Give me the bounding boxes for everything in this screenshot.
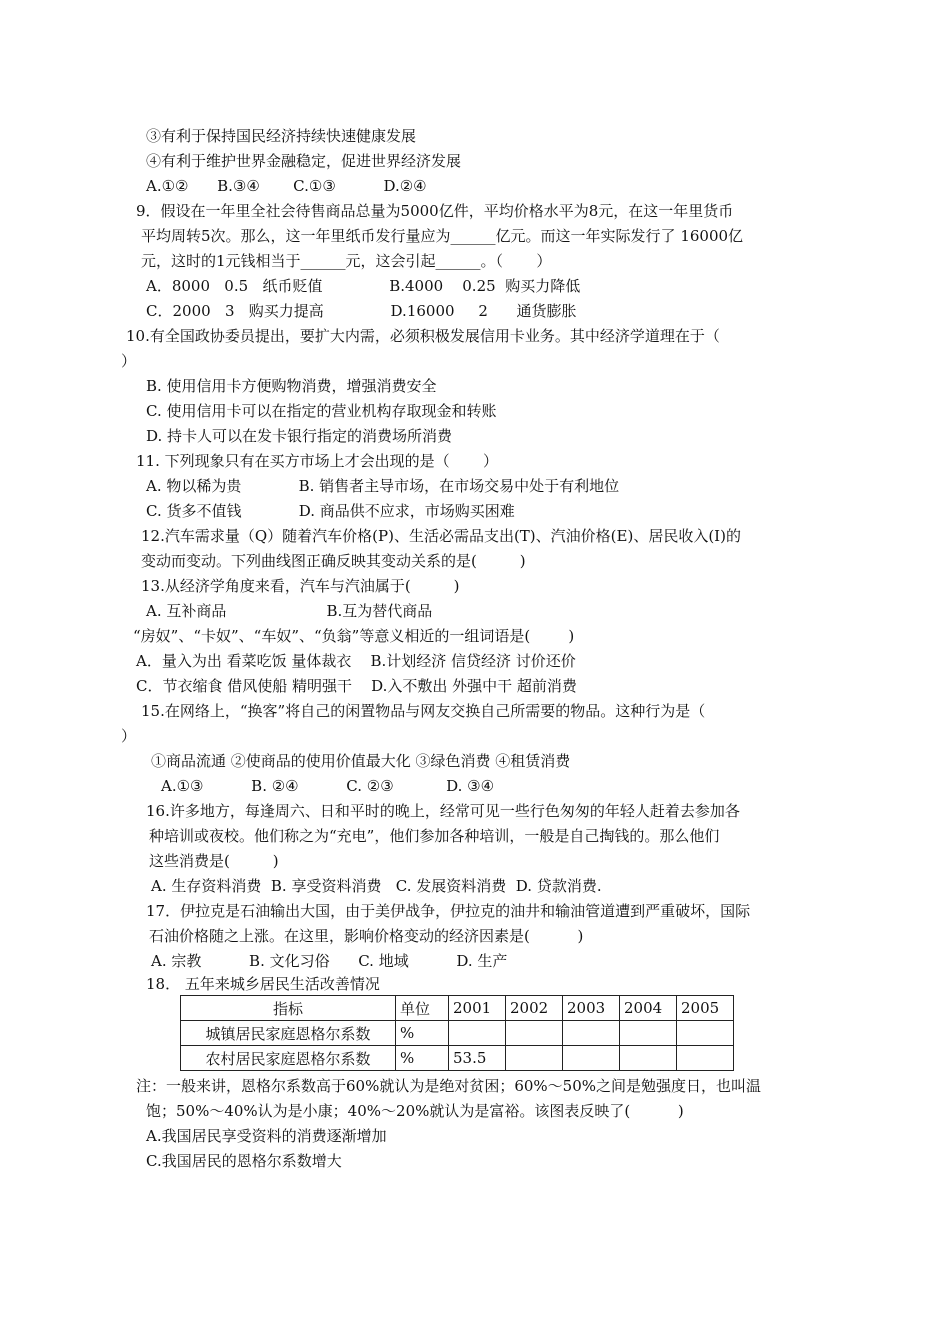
table-cell <box>620 1021 677 1046</box>
table-cell <box>563 1046 620 1071</box>
option-line: A．8000 0.5 纸币贬值 B.4000 0.25 购买力降低 <box>146 277 581 295</box>
table-cell <box>677 1046 734 1071</box>
table-cell: 城镇居民家庭恩格尔系数 <box>181 1021 396 1046</box>
option-line: A.①② B.③④ C.①③ D.②④ <box>146 177 427 195</box>
note-line: 注：一般来讲，恩格尔系数高于60%就认为是绝对贫困；60%～50%之间是勉强度日，也叫温 <box>136 1077 762 1095</box>
question-11: 11. 下列现象只有在买方市场上才会出现的是（ ） <box>136 452 499 470</box>
option-line: C. 货多不值钱 D. 商品供不应求，市场购买困难 <box>146 502 515 520</box>
table-header-row <box>181 996 734 1021</box>
table-cell <box>620 1046 677 1071</box>
text-line: 种培训或夜校。他们称之为“充电”，他们参加各种培训，一般是自己掏钱的。那么他们 <box>149 827 720 845</box>
table-header-cell: 2001 <box>449 996 506 1021</box>
table-row <box>181 1021 734 1046</box>
table-header-cell: 单位 <box>396 996 449 1021</box>
option-line: D. 持卡人可以在发卡银行指定的消费场所消费 <box>146 427 453 445</box>
question-17: 17．伊拉克是石油输出大国，由于美伊战争，伊拉克的油井和输油管道遭到严重破坏，国际 <box>146 902 751 920</box>
text-line: 饱；50%～40%认为是小康；40%～20%就认为是富裕。该图表反映了( ) <box>146 1102 684 1120</box>
text-line: ④有利于维护世界金融稳定，促进世界经济发展 <box>146 152 462 170</box>
table-row <box>181 1046 734 1071</box>
table-header-cell: 2004 <box>620 996 677 1021</box>
table-cell: 农村居民家庭恩格尔系数 <box>181 1046 396 1071</box>
table-cell: 53.5 <box>449 1046 506 1071</box>
text-line: 元，这时的1元钱相当于______元，这会引起______。（ ） <box>141 252 552 270</box>
text-line: 变动而变动。下列曲线图正确反映其变动关系的是( ) <box>141 552 526 570</box>
text-line: ） <box>121 352 137 370</box>
text-line: ） <box>121 727 137 745</box>
text-line: ①商品流通 ②使商品的使用价值最大化 ③绿色消费 ④租赁消费 <box>151 752 571 770</box>
table-cell <box>449 1021 506 1046</box>
question-9: 9．假设在一年里全社会待售商品总量为5000亿件，平均价格水平为8元，在这一年里货币 <box>136 202 734 220</box>
option-line: A. 互补商品 B.互为替代商品 <box>146 602 433 620</box>
text-line: 平均周转5次。那么，这一年里纸币发行量应为______亿元。而这一年实际发行了 16000亿 <box>141 227 744 245</box>
question-16: 16.许多地方，每逢周六、日和平时的晚上，经常可见一些行色匆匆的年轻人赶着去参加各 <box>146 802 740 820</box>
text-line: ③有利于保持国民经济持续快速健康发展 <box>146 127 417 145</box>
table-header-cell: 指标 <box>181 996 396 1021</box>
option-line: C. 使用信用卡可以在指定的营业机构存取现金和转账 <box>146 402 497 420</box>
option-line: A．量入为出 看菜吃饭 量体裁衣 B.计划经济 信贷经济 讨价还价 <box>136 652 576 670</box>
text-line: 这些消费是( ) <box>149 852 279 870</box>
table-header-cell: 2002 <box>506 996 563 1021</box>
question-10: 10.有全国政协委员提出，要扩大内需，必须积极发展信用卡业务。其中经济学道理在于（ <box>126 327 720 345</box>
question-13: 13.从经济学角度来看，汽车与汽油属于( ) <box>141 577 460 595</box>
table-cell: % <box>396 1021 449 1046</box>
question-12: 12.汽车需求量（Q）随着汽车价格(P)、生活必需品支出(T)、汽油价格(E)、居民收入(I)的 <box>141 527 741 545</box>
engel-coefficient-table <box>180 995 734 1071</box>
table-cell <box>677 1021 734 1046</box>
option-line: A.我国居民享受资料的消费逐渐增加 <box>146 1127 387 1145</box>
option-line: A.①③ B. ②④ C. ②③ D. ③④ <box>161 777 495 795</box>
option-line: A. 物以稀为贵 B. 销售者主导市场，在市场交易中处于有利地位 <box>146 477 620 495</box>
option-line: C．2000 3 购买力提高 D.16000 2 通货膨胀 <box>146 302 577 320</box>
table-header-cell: 2003 <box>563 996 620 1021</box>
table-cell <box>563 1021 620 1046</box>
question-14: “房奴”、“卡奴”、“车奴”、“负翁”等意义相近的一组词语是( ) <box>133 627 575 645</box>
table-cell: % <box>396 1046 449 1071</box>
table-cell <box>506 1021 563 1046</box>
table-cell <box>506 1046 563 1071</box>
option-line: B. 使用信用卡方便购物消费，增强消费安全 <box>146 377 437 395</box>
option-line: C.我国居民的恩格尔系数增大 <box>146 1152 342 1170</box>
text-line: 石油价格随之上涨。在这里，影响价格变动的经济因素是( ) <box>149 927 584 945</box>
table-header-cell: 2005 <box>677 996 734 1021</box>
question-18: 18． 五年来城乡居民生活改善情况 <box>146 975 380 993</box>
question-15: 15.在网络上，“换客”将自己的闲置物品与网友交换自己所需要的物品。这种行为是（ <box>141 702 706 720</box>
option-line: A. 生存资料消费 B. 享受资料消费 C. 发展资料消费 D. 贷款消费. <box>151 877 602 895</box>
option-line: C．节衣缩食 借风使船 精明强干 D.入不敷出 外强中干 超前消费 <box>136 677 577 695</box>
option-line: A. 宗教 B. 文化习俗 C. 地域 D. 生产 <box>151 952 508 970</box>
